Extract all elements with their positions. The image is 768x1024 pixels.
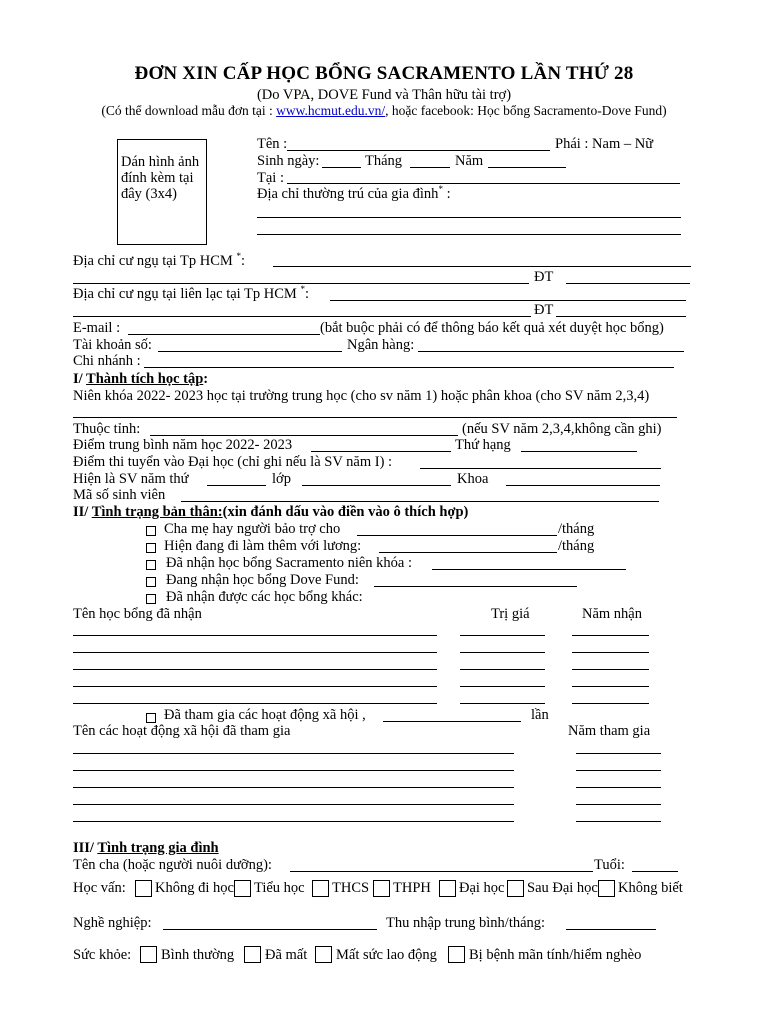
father-name-field[interactable] [290,871,593,872]
permanent-address-label [257,186,451,202]
education-unknown-label: Không biết [618,880,683,896]
email-field[interactable] [128,334,320,335]
activity-year-field[interactable] [576,821,661,822]
asterisk: * [300,284,305,295]
sponsor-line: (Do VPA, DOVE Fund và Thân hữu tài trợ) [256,87,512,103]
download-link[interactable]: www.hcmut.edu.vn/ [276,103,386,118]
education-primary-checkbox[interactable] [234,880,251,897]
entrance-score-label: Điểm thi tuyển vào Đại học (chỉ ghi nếu là SV năm I) : [73,454,393,470]
health-deceased-label: Đã mất [265,947,308,963]
occupation-label: Nghề nghiệp: [73,915,152,931]
download-prefix: (Có thể download mẫu đơn tại : [101,103,277,118]
asterisk: * [438,184,443,195]
health-normal-checkbox[interactable] [140,946,157,963]
sacramento-checkbox[interactable] [146,560,156,570]
section-3-heading [73,840,219,856]
social-activity-checkbox[interactable] [146,713,156,723]
activity-name-field[interactable] [73,804,514,805]
birth-day-field[interactable] [322,167,361,168]
activity-year-field[interactable] [576,770,661,771]
hcm-address-label [73,253,245,269]
health-chronic-illness-label: Bị bệnh mãn tính/hiểm nghèo [469,947,642,963]
birth-place-label: Tại : [257,170,284,186]
scholarship-name-field[interactable] [73,686,437,687]
current-year-field[interactable] [207,485,266,486]
health-label: Sức khỏe: [73,947,132,963]
support-checkbox[interactable] [146,526,156,536]
support-field[interactable] [357,535,557,536]
activity-name-header: Tên các hoạt động xã hội đã tham gia [73,723,291,739]
faculty-field[interactable] [506,485,660,486]
school-field[interactable] [73,417,677,418]
birth-month-label: Tháng [365,153,403,169]
hcm-address-colon: : [240,253,245,269]
birth-year-label: Năm [455,153,484,169]
permanent-address-field-2[interactable] [257,234,681,235]
photo-box-label: Dán hình ảnh đính kèm tại đây (3x4) [121,154,200,202]
dove-fund-label: Đang nhận học bổng Dove Fund: [166,572,359,588]
section-2-heading [73,504,468,520]
education-secondary-checkbox[interactable] [312,880,329,897]
scholarship-name-field[interactable] [73,635,437,636]
age-label: Tuổi: [594,857,625,873]
branch-label: Chi nhánh : [73,353,141,369]
account-field[interactable] [158,351,342,352]
education-university-checkbox[interactable] [439,880,456,897]
activity-year-header: Năm tham gia [568,723,651,739]
rank-label: Thứ hạng [455,437,511,453]
dove-fund-checkbox[interactable] [146,577,156,587]
education-primary-label: Tiểu học [254,880,305,896]
father-name-label: Tên cha (hoặc người nuôi dưỡng): [73,857,272,873]
bank-label: Ngân hàng: [347,337,415,353]
age-field[interactable] [632,871,678,872]
permanent-address-field-1[interactable] [257,217,681,218]
mailing-address-text: Địa chỉ cư ngụ tại liên lạc tại Tp HCM [73,286,301,302]
scholarship-year-field[interactable] [572,686,649,687]
gpa-field[interactable] [311,451,451,452]
education-none-label: Không đi học [155,880,234,896]
education-postgrad-label: Sau Đại học [527,880,598,896]
photo-box[interactable] [117,139,207,245]
name-label: Tên : [257,136,288,152]
permanent-address-colon: : [442,186,451,202]
working-checkbox[interactable] [146,543,156,553]
student-id-label: Mã số sinh viên [73,487,166,503]
permanent-address-text: Địa chỉ thường trú của gia đình [257,186,439,202]
scholarship-value-header: Trị giá [491,606,530,622]
section-3-prefix: III/ [73,840,98,856]
health-chronic-illness-checkbox[interactable] [448,946,465,963]
per-month-label: /tháng [558,521,595,537]
branch-field[interactable] [144,367,674,368]
asterisk: * [236,251,241,262]
income-label: Thu nhập trung bình/tháng: [386,915,546,931]
scholarship-year-field[interactable] [572,703,649,704]
gender-label: Phái : Nam – Nữ [555,136,654,152]
activity-year-field[interactable] [576,804,661,805]
scholarship-year-header: Năm nhận [582,606,642,622]
scholarship-name-field[interactable] [73,703,437,704]
support-label: Cha mẹ hay người bảo trợ cho [164,521,341,537]
phone-field[interactable] [566,283,690,284]
birth-place-field[interactable] [287,183,680,184]
scholarship-value-field[interactable] [460,686,545,687]
other-scholarships-label: Đã nhận được các học bổng khác: [166,589,363,605]
education-highschool-checkbox[interactable] [373,880,390,897]
income-field[interactable] [566,929,656,930]
education-highschool-label: THPH [393,880,431,896]
account-label: Tài khoản số: [73,337,152,353]
occupation-field[interactable] [163,929,377,930]
social-activity-label: Đã tham gia các hoạt động xã hội , [164,707,366,723]
section-1-prefix: I/ [73,371,87,387]
education-university-label: Đại học [459,880,505,896]
sacramento-year-field[interactable] [432,569,626,570]
birth-year-field[interactable] [488,167,566,168]
other-scholarships-checkbox[interactable] [146,594,156,604]
dove-fund-field[interactable] [374,586,577,587]
social-activity-count-field[interactable] [383,721,521,722]
health-normal-label: Bình thường [161,947,235,963]
class-label: lớp [272,471,291,487]
scholarship-value-field[interactable] [460,635,545,636]
download-suffix: , hoặc facebook: Học bổng Sacramento-Dove Fund) [385,103,667,118]
activity-name-field[interactable] [73,753,514,754]
mailing-address-label [73,286,309,302]
rank-field[interactable] [521,451,637,452]
activity-name-field[interactable] [73,821,514,822]
education-label: Học vấn: [73,880,126,896]
name-field[interactable] [287,150,550,151]
scholarship-year-field[interactable] [572,652,649,653]
activity-year-field[interactable] [576,787,661,788]
section-2-title: Tình trạng bản thân: [91,504,223,520]
scholarship-value-field[interactable] [460,703,545,704]
scholarship-value-field[interactable] [460,669,545,670]
education-none-checkbox[interactable] [135,880,152,897]
health-deceased-checkbox[interactable] [244,946,261,963]
section-1-suffix: : [203,371,209,387]
province-label: Thuộc tỉnh: [73,421,141,437]
province-note: (nếu SV năm 2,3,4,không cần ghi) [462,421,662,437]
scholarship-year-field[interactable] [572,635,649,636]
scholarship-name-field[interactable] [73,652,437,653]
mailing-address-colon: : [304,286,309,302]
activity-year-field[interactable] [576,753,661,754]
scholarship-year-field[interactable] [572,669,649,670]
email-label: E-mail : [73,320,121,336]
school-year-label: Niên khóa 2022- 2023 học tại trường trung học (cho sv năm 1) hoặc phân khoa (cho SV năm 2,3,4) [73,388,650,404]
scholarship-value-field[interactable] [460,652,545,653]
bank-field[interactable] [418,351,684,352]
student-id-field[interactable] [181,501,659,502]
phone2-field[interactable] [556,316,686,317]
entrance-score-field[interactable] [420,468,661,469]
activity-name-field[interactable] [73,770,514,771]
section-3-title: Tình trạng gia đình [97,840,219,856]
health-disabled-label: Mất sức lao động [336,947,437,963]
mailing-address-field-2[interactable] [73,316,531,317]
mailing-address-field-1[interactable] [330,300,686,301]
per-month-label-2: /tháng [558,538,595,554]
hcm-address-text: Địa chỉ cư ngụ tại Tp HCM [73,253,237,269]
education-secondary-label: THCS [332,880,370,896]
hcm-address-field-1[interactable] [273,266,691,267]
form-title: ĐƠN XIN CẤP HỌC BỔNG SACRAMENTO LẦN THỨ 28 [134,63,634,84]
scholarship-name-header: Tên học bổng đã nhận [73,606,202,622]
birth-month-field[interactable] [410,167,450,168]
gpa-label: Điểm trung bình năm học 2022- 2023 [73,437,293,453]
scholarship-name-field[interactable] [73,669,437,670]
working-label: Hiện đang đi làm thêm với lương: [164,538,362,554]
birth-day-label: Sinh ngày: [257,153,320,169]
faculty-label: Khoa [457,471,489,487]
phone2-label: ĐT [534,302,554,318]
email-note: (bắt buộc phải có để thông báo kết quả xét duyệt học bổng) [320,320,664,336]
activity-name-field[interactable] [73,787,514,788]
working-salary-field[interactable] [379,552,557,553]
current-year-label: Hiện là SV năm thứ [73,471,189,487]
section-1-title: Thành tích học tập [86,371,204,387]
phone-label: ĐT [534,269,554,285]
province-field[interactable] [150,435,458,436]
education-unknown-checkbox[interactable] [598,880,615,897]
download-line [0,103,768,119]
section-2-prefix: II/ [73,504,92,520]
class-field[interactable] [302,485,451,486]
education-postgrad-checkbox[interactable] [507,880,524,897]
section-1-heading [73,371,208,387]
times-label: lần [531,707,549,723]
section-2-hint: (xin đánh dấu vào điền vào ô thích hợp) [222,504,469,520]
health-disabled-checkbox[interactable] [315,946,332,963]
sacramento-label: Đã nhận học bổng Sacramento niên khóa : [166,555,413,571]
